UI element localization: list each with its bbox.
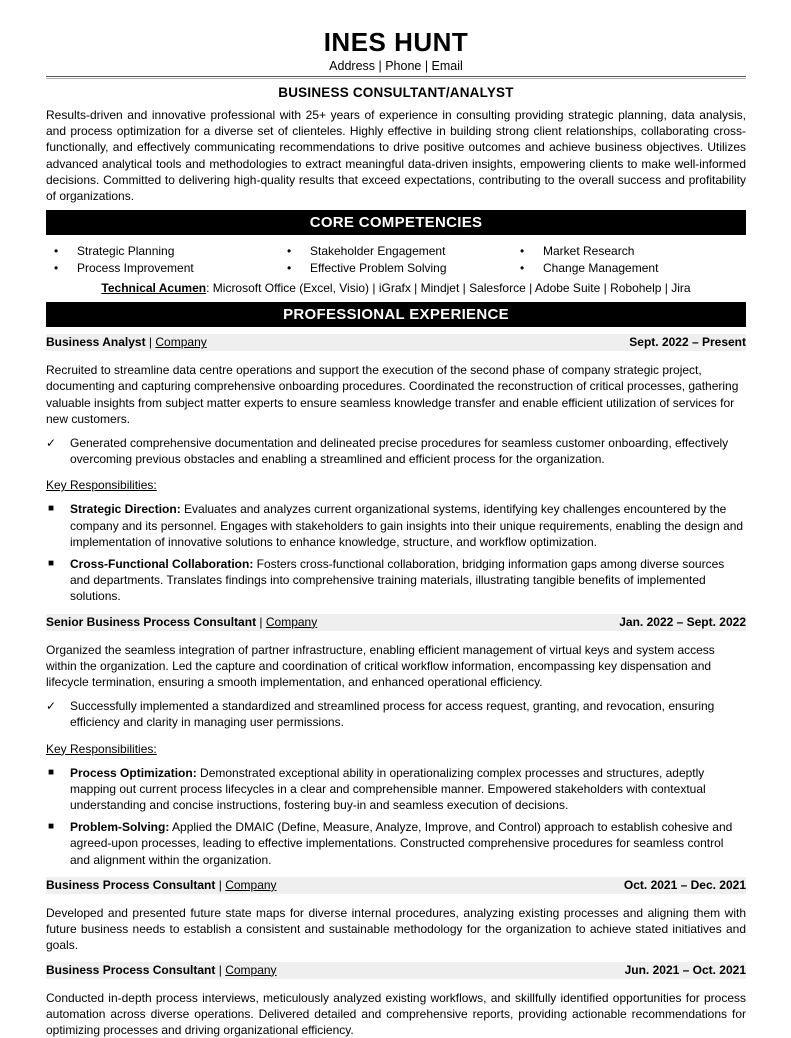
company-link[interactable]: Company bbox=[266, 615, 317, 629]
core-competencies-heading: CORE COMPETENCIES bbox=[46, 210, 746, 235]
checkmark-icon: ✓ bbox=[46, 698, 56, 714]
competency-item: • Change Management bbox=[512, 260, 746, 277]
achievement-item: ✓ Generated comprehensive documentation and delineated precise procedures for seamless customer onboarding, effectively overcoming previous obstacles and enabling a streamlined and efficient process for the organization. bbox=[46, 435, 746, 467]
bullet-icon: • bbox=[287, 243, 291, 260]
bullet-icon: • bbox=[520, 243, 524, 260]
role-header: Business Analyst | Company Sept. 2022 – Present bbox=[46, 334, 746, 351]
role-title: Senior Business Process Consultant bbox=[46, 615, 256, 629]
technical-acumen-label: Technical Acumen bbox=[101, 281, 206, 295]
resume-page bbox=[46, 28, 746, 1038]
header-divider bbox=[46, 76, 746, 77]
bullet-icon: • bbox=[54, 260, 58, 277]
key-responsibilities-label: Key Responsibilities: bbox=[46, 741, 746, 757]
checkmark-icon: ✓ bbox=[46, 435, 56, 451]
square-bullet-icon: ■ bbox=[48, 819, 54, 835]
responsibility-item: ■ Cross-Functional Collaboration: Fosters cross-functional collaboration, bridging information gaps among diverse sources and departments. Translates findings into comprehensive training materials, illustrating tangible benefits of implemented solutions. bbox=[46, 556, 746, 605]
header-divider-thin bbox=[46, 78, 746, 79]
competencies-list bbox=[46, 243, 746, 277]
square-bullet-icon: ■ bbox=[48, 765, 54, 781]
role-dates: Sept. 2022 – Present bbox=[629, 334, 746, 351]
candidate-name: INES HUNT bbox=[46, 28, 746, 58]
competency-item: • Process Improvement bbox=[46, 260, 279, 277]
role-description: Recruited to streamline data centre operations and support the execution of the second phase of company strategic project, documenting and capturing comprehensive onboarding procedures. Coordinated the reconstruction of critical processes, gathering valuable insights from subject matter experts to ensure seamless knowledge transfer and enable efficient utilization of services for new customers. bbox=[46, 362, 746, 427]
role-dates: Jun. 2021 – Oct. 2021 bbox=[625, 962, 746, 979]
technical-acumen-tools: : Microsoft Office (Excel, Visio) | iGrafx | Mindjet | Salesforce | Adobe Suite | Robohelp | Jira bbox=[206, 281, 690, 295]
company-link[interactable]: Company bbox=[225, 963, 276, 977]
key-responsibilities-label: Key Responsibilities: bbox=[46, 477, 746, 493]
role-dates: Jan. 2022 – Sept. 2022 bbox=[619, 614, 746, 631]
role-title: Business Process Consultant bbox=[46, 963, 215, 977]
competency-item: • Stakeholder Engagement bbox=[279, 243, 512, 260]
square-bullet-icon: ■ bbox=[48, 556, 54, 572]
company-link[interactable]: Company bbox=[155, 335, 206, 349]
technical-acumen bbox=[46, 280, 746, 297]
professional-experience-heading: PROFESSIONAL EXPERIENCE bbox=[46, 302, 746, 327]
bullet-icon: • bbox=[287, 260, 291, 277]
role-description: Developed and presented future state maps for diverse internal procedures, analyzing existing processes and aligning them with future business needs to establish a consistent and sustainable methodology for the organization to achieve stated initiatives and goals. bbox=[46, 905, 746, 954]
bullet-icon: • bbox=[54, 243, 58, 260]
competency-item: • Strategic Planning bbox=[46, 243, 279, 260]
responsibility-item: ■ Process Optimization: Demonstrated exceptional ability in operationalizing complex processes and structures, adeptly mapping out current process lifecycles in a clear and comprehensible manner. Empowered stakeholders with contextual understanding and concise instructions, fostering buy-in and seamless execution of decisions. bbox=[46, 765, 746, 814]
role-description: Organized the seamless integration of partner infrastructure, enabling efficient management of virtual keys and system access within the organization. Led the capture and coordination of critical workflow information, encompassing key dispensation and lifecycle termination, ensuring a smooth implementation, and enhanced operational efficiency. bbox=[46, 642, 746, 691]
competency-item: • Effective Problem Solving bbox=[279, 260, 512, 277]
role-header: Senior Business Process Consultant | Company Jan. 2022 – Sept. 2022 bbox=[46, 614, 746, 631]
responsibility-item: ■ Problem-Solving: Applied the DMAIC (Define, Measure, Analyze, Improve, and Control) approach to establish cohesive and agreed-upon processes, leading to effective implementations. Constructed comprehensive procedures for seamless control and alignment within the organization. bbox=[46, 819, 746, 868]
role-title: Business Process Consultant bbox=[46, 878, 215, 892]
bullet-icon: • bbox=[520, 260, 524, 277]
summary-paragraph: Results-driven and innovative professional with 25+ years of experience in consulting providing strategic planning, data analysis, and process optimization for a diverse set of clienteles. Highly effective in building strong client relationships, collaborating cross-functionally, and effectively communicating recommendations to drive positive outcomes and achieve business objectives. Utilizes advanced analytical tools and methodologies to extract meaningful data-driven insights, empowering clients to make well-informed decisions. Committed to delivering high-quality results that exceed expectations, contributing to the overall success and profitability of organizations. bbox=[46, 107, 746, 204]
competency-item: • Market Research bbox=[512, 243, 746, 260]
role-title: Business Analyst bbox=[46, 335, 146, 349]
role-description: Conducted in-depth process interviews, meticulously analyzed existing workflows, and skillfully identified opportunities for process automation across diverse operations. Delivered detailed and comprehensive reports, providing actionable recommendations for optimizing processes and driving organizational efficiency. bbox=[46, 990, 746, 1038]
company-link[interactable]: Company bbox=[225, 878, 276, 892]
contact-line: Address | Phone | Email bbox=[46, 58, 746, 74]
square-bullet-icon: ■ bbox=[48, 501, 54, 517]
achievement-item: ✓ Successfully implemented a standardized and streamlined process for access request, granting, and revocation, ensuring efficiency and clarity in managing user permissions. bbox=[46, 698, 746, 730]
role-dates: Oct. 2021 – Dec. 2021 bbox=[624, 877, 746, 894]
role-header: Business Process Consultant | Company Jun. 2021 – Oct. 2021 bbox=[46, 962, 746, 979]
responsibility-item: ■ Strategic Direction: Evaluates and analyzes current organizational systems, identifying key challenges encountered by the company and its personnel. Engages with stakeholders to gain insights into their unique requirements, enabling the design and implementation of innovative solutions to enhance knowledge, structure, and workflow optimization. bbox=[46, 501, 746, 550]
role-header: Business Process Consultant | Company Oct. 2021 – Dec. 2021 bbox=[46, 877, 746, 894]
job-title: BUSINESS CONSULTANT/ANALYST bbox=[46, 85, 746, 101]
